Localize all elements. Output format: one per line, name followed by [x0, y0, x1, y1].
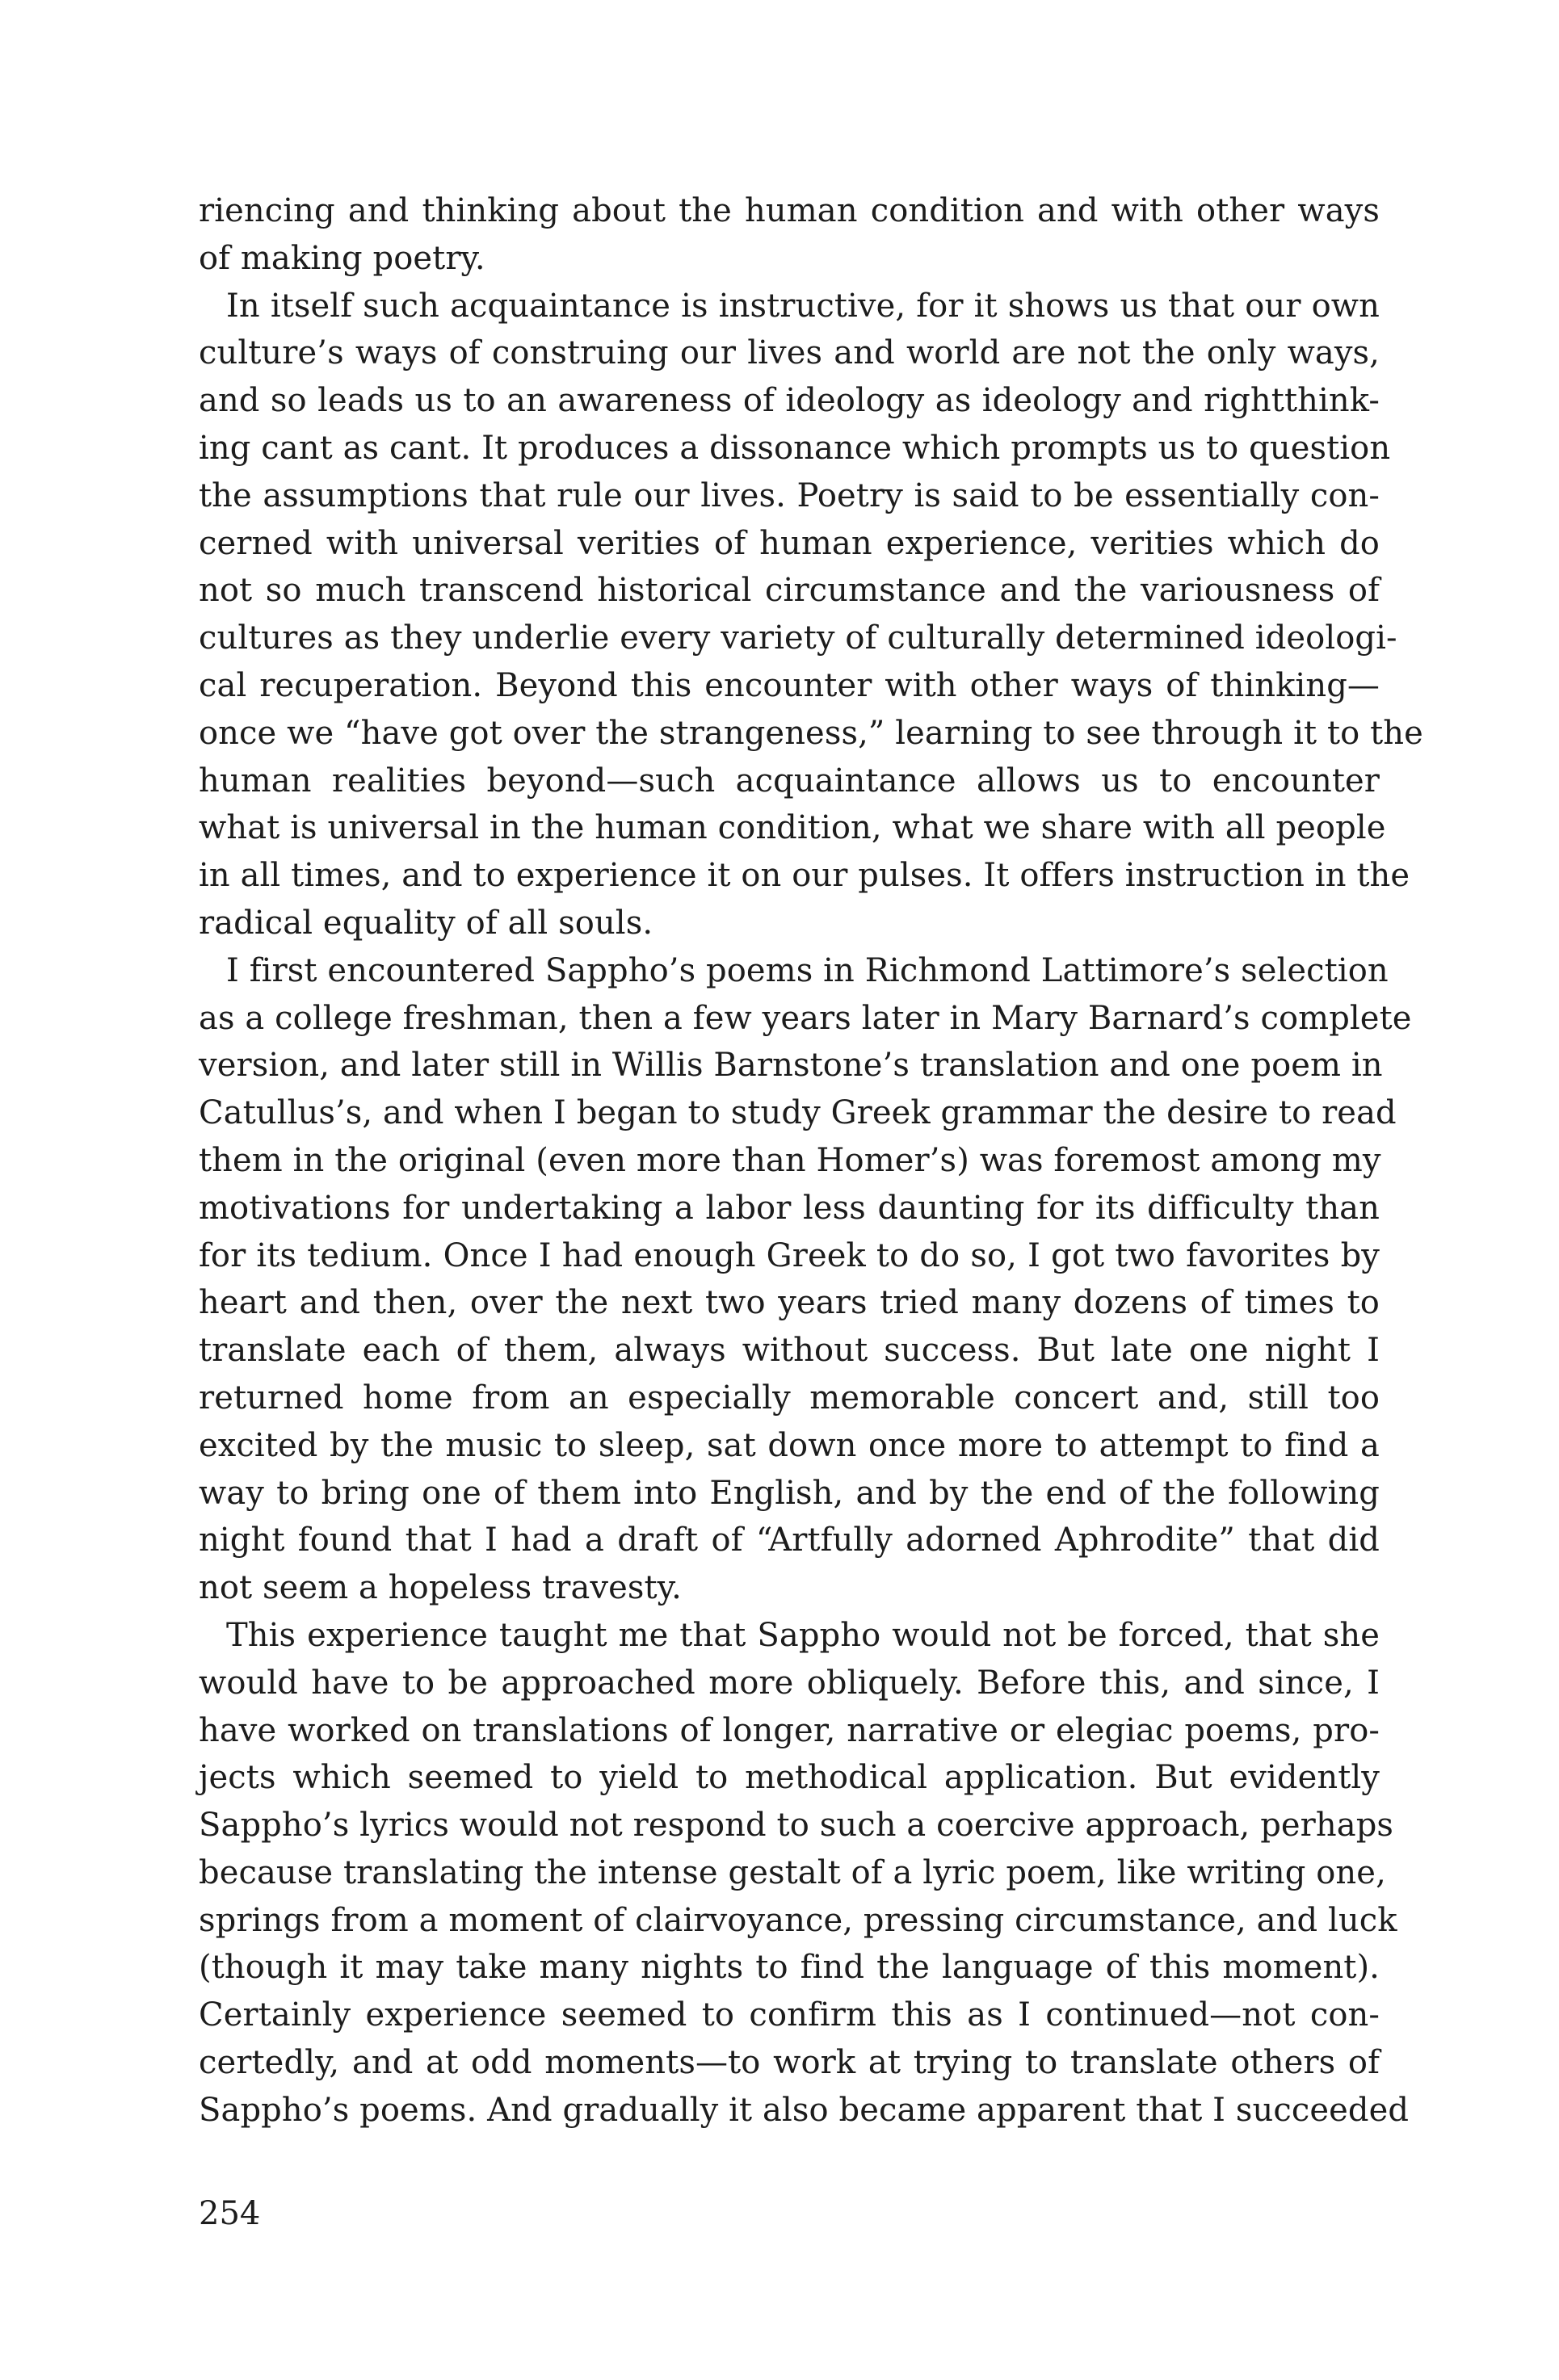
text-line: not seem a hopeless travesty. [199, 1569, 682, 1607]
text-line: have worked on translations of longer, narrative or elegiac poems, pro- [199, 1711, 1380, 1749]
text-line: heart and then, over the next two years tried many dozens of times to [199, 1284, 1380, 1322]
text-line: Sappho’s poems. And gradually it also became apparent that I succeeded [199, 2091, 1410, 2129]
text-line: version, and later still in Willis Barnstone’s translation and one poem in [199, 1047, 1383, 1085]
text-line: because translating the intense gestalt of a lyric poem, like writing one, [199, 1853, 1386, 1891]
text-line: as a college freshman, then a few years later in Mary Barnard’s complete [199, 999, 1412, 1037]
text-line: human realities beyond—such acquaintance allows us to encounter [199, 762, 1380, 800]
text-line: cal recuperation. Beyond this encounter with other ways of thinking— [199, 666, 1380, 704]
text-line: motivations for undertaking a labor less daunting for its difficulty than [199, 1189, 1380, 1227]
text-line: radical equality of all souls. [199, 904, 653, 942]
text-line: the assumptions that rule our lives. Poetry is said to be essentially con- [199, 476, 1380, 514]
text-line: ing cant as cant. It produces a dissonance which prompts us to question [199, 429, 1391, 467]
text-line: culture’s ways of construing our lives and world are not the only ways, [199, 334, 1380, 372]
text-line: for its tedium. Once I had enough Greek to do so, I got two favorites by [199, 1236, 1380, 1274]
text-line: returned home from an especially memorable concert and, still too [199, 1379, 1380, 1417]
text-line: Certainly experience seemed to confirm this as I continued—not con- [199, 1996, 1380, 2034]
text-line: I first encountered Sappho’s poems in Richmond Lattimore’s selection [226, 951, 1389, 989]
text-line: springs from a moment of clairvoyance, pressing circumstance, and luck [199, 1901, 1397, 1939]
text-line: Sappho’s lyrics would not respond to such a coercive approach, perhaps [199, 1807, 1394, 1845]
text-line: once we “have got over the strangeness,” learning to see through it to the [199, 714, 1423, 752]
text-line: cerned with universal verities of human experience, verities which do [199, 524, 1380, 562]
text-line: jects which seemed to yield to methodical application. But evidently [199, 1759, 1380, 1797]
text-line: way to bring one of them into English, and by the end of the following [199, 1474, 1380, 1512]
text-line: excited by the music to sleep, sat down once more to attempt to find a [199, 1426, 1380, 1464]
text-line: Catullus’s, and when I began to study Greek grammar the desire to read [199, 1094, 1397, 1132]
text-line: This experience taught me that Sappho would not be forced, that she [226, 1616, 1380, 1654]
text-line: In itself such acquaintance is instructive, for it shows us that our own [226, 287, 1380, 325]
text-line: in all times, and to experience it on our pulses. It offers instruction in the [199, 857, 1410, 895]
text-line: would have to be approached more obliquely. Before this, and since, I [199, 1664, 1380, 1702]
text-line: riencing and thinking about the human condition and with other ways [199, 192, 1380, 229]
text-line: and so leads us to an awareness of ideology as ideology and rightthink- [199, 382, 1380, 420]
text-line: night found that I had a draft of “Artfully adorned Aphrodite” that did [199, 1522, 1380, 1559]
text-line: them in the original (even more than Homer’s) was foremost among my [199, 1141, 1381, 1179]
text-line: what is universal in the human condition, what we share with all people [199, 809, 1386, 847]
text-line: translate each of them, always without success. But late one night I [199, 1332, 1380, 1370]
text-line: certedly, and at odd moments—to work at trying to translate others of [199, 2044, 1380, 2082]
body-text [199, 187, 1423, 2134]
page-number: 254 [199, 2195, 261, 2232]
text-line: (though it may take many nights to find the language of this moment). [199, 1949, 1380, 1987]
text-line: not so much transcend historical circumstance and the variousness of [199, 572, 1380, 610]
text-line: of making poetry. [199, 239, 485, 277]
text-line: cultures as they underlie every variety of culturally determined ideologi- [199, 619, 1397, 657]
